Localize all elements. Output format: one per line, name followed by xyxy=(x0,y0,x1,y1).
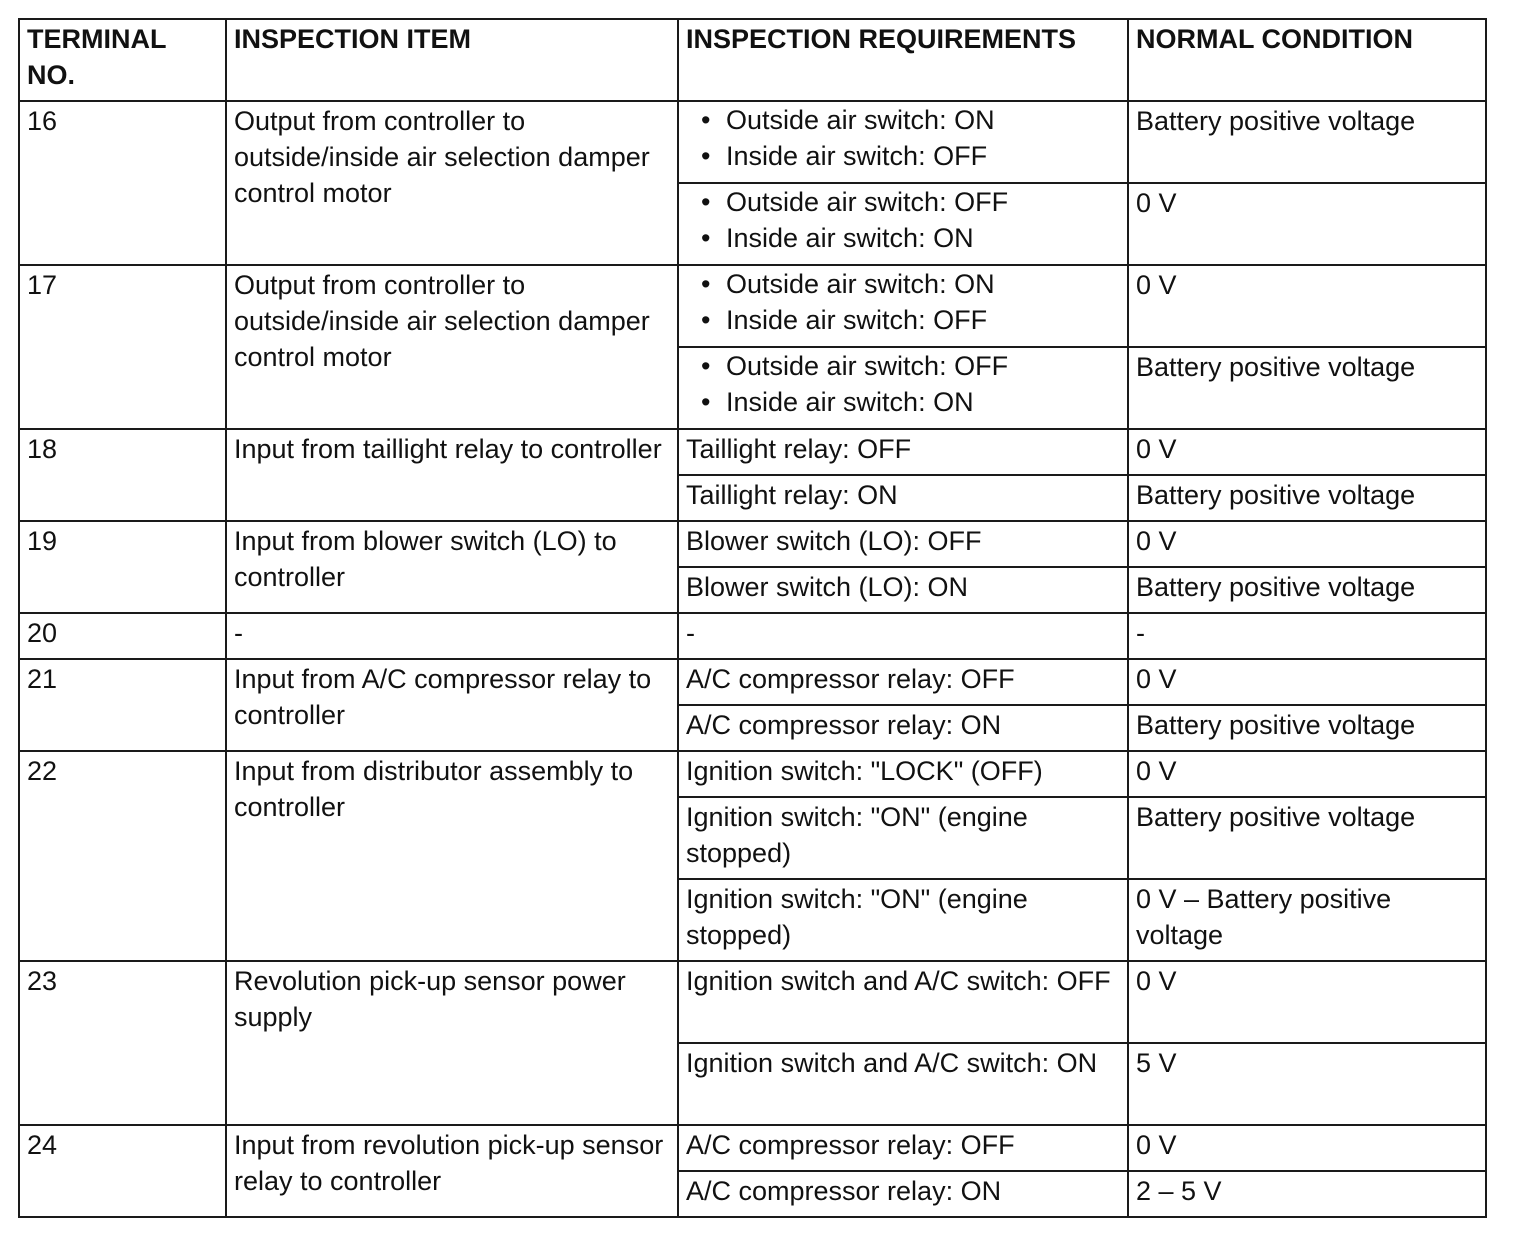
normal-condition xyxy=(1128,797,1486,879)
terminal-number-text: 23 xyxy=(27,966,58,996)
inspection-requirement xyxy=(678,521,1128,567)
table-row xyxy=(19,1125,1486,1171)
normal-condition xyxy=(1128,751,1486,797)
inspection-table xyxy=(18,18,1487,1218)
terminal-number xyxy=(19,1125,226,1217)
requirement-text: Ignition switch: "LOCK" (OFF) xyxy=(686,756,1043,786)
terminal-number-text: 24 xyxy=(27,1130,58,1160)
inspection-requirement xyxy=(678,1171,1128,1217)
requirement-text: Blower switch (LO): OFF xyxy=(686,526,982,556)
inspection-item-text: Input from blower switch (LO) to controller xyxy=(234,526,617,592)
terminal-number xyxy=(19,101,226,265)
table-row xyxy=(19,659,1486,705)
requirement-text: Blower switch (LO): ON xyxy=(686,572,969,602)
normal-condition-text: Battery positive voltage xyxy=(1136,802,1416,832)
normal-condition-text: 5 V xyxy=(1136,1048,1177,1078)
inspection-item xyxy=(226,265,678,429)
normal-condition-text: 0 V xyxy=(1136,526,1177,556)
normal-condition-text: Battery positive voltage xyxy=(1136,106,1416,136)
requirement-text: Ignition switch: "ON" (engine stopped) xyxy=(686,884,1028,950)
table-row xyxy=(19,101,1486,183)
normal-condition xyxy=(1128,521,1486,567)
normal-condition xyxy=(1128,183,1486,265)
normal-condition xyxy=(1128,1125,1486,1171)
inspection-requirement xyxy=(678,475,1128,521)
requirement-bullet-list xyxy=(686,184,1121,256)
normal-condition-text: Battery positive voltage xyxy=(1136,480,1416,510)
normal-condition xyxy=(1128,347,1486,429)
normal-condition xyxy=(1128,265,1486,347)
requirement-text: Taillight relay: ON xyxy=(686,480,898,510)
requirement-text: A/C compressor relay: OFF xyxy=(686,1130,1015,1160)
normal-condition xyxy=(1128,705,1486,751)
requirement-text: Ignition switch: "ON" (engine stopped) xyxy=(686,802,1028,868)
terminal-number xyxy=(19,961,226,1125)
inspection-requirement xyxy=(678,567,1128,613)
normal-condition-text: Battery positive voltage xyxy=(1136,572,1416,602)
requirement-bullet-list xyxy=(686,266,1121,338)
inspection-requirement xyxy=(678,659,1128,705)
inspection-item-text: Input from distributor assembly to controller xyxy=(234,756,634,822)
requirement-bullet-list xyxy=(686,348,1121,420)
inspection-requirement xyxy=(678,879,1128,961)
table-row xyxy=(19,521,1486,567)
inspection-item-text: Output from controller to outside/inside air selection damper control motor xyxy=(234,270,650,372)
inspection-requirement xyxy=(678,101,1128,183)
header-normal-condition: NORMAL CONDITION xyxy=(1128,19,1486,101)
normal-condition xyxy=(1128,101,1486,183)
requirement-text: Ignition switch and A/C switch: ON xyxy=(686,1048,1098,1078)
requirement-bullet: • Outside air switch: ON xyxy=(686,266,1121,302)
header-inspection-item: INSPECTION ITEM xyxy=(226,19,678,101)
normal-condition-text: 0 V xyxy=(1136,434,1177,464)
normal-condition-text: 0 V xyxy=(1136,664,1177,694)
normal-condition-text: 0 V xyxy=(1136,966,1177,996)
terminal-number xyxy=(19,521,226,613)
terminal-number-text: 22 xyxy=(27,756,58,786)
inspection-item-text: Input from revolution pick-up sensor relay to controller xyxy=(234,1130,664,1196)
normal-condition-text: 0 V xyxy=(1136,1130,1177,1160)
inspection-requirement xyxy=(678,613,1128,659)
requirement-bullet: • Inside air switch: ON xyxy=(686,384,1121,420)
terminal-number xyxy=(19,751,226,961)
inspection-item-text: Revolution pick-up sensor power supply xyxy=(234,966,626,1032)
inspection-requirement xyxy=(678,347,1128,429)
normal-condition-text: - xyxy=(1136,618,1145,648)
header-row xyxy=(19,19,1486,101)
requirement-bullet: • Outside air switch: ON xyxy=(686,102,1121,138)
inspection-item-text: - xyxy=(234,618,243,648)
requirement-text: - xyxy=(686,618,695,648)
inspection-item xyxy=(226,961,678,1125)
requirement-text: Ignition switch and A/C switch: OFF xyxy=(686,966,1111,996)
table-row xyxy=(19,961,1486,1043)
requirement-bullet-list xyxy=(686,102,1121,174)
inspection-item xyxy=(226,429,678,521)
header-terminal: TERMINAL NO. xyxy=(19,19,226,101)
inspection-item-text: Input from A/C compressor relay to controller xyxy=(234,664,652,730)
normal-condition-text: 2 – 5 V xyxy=(1136,1176,1222,1206)
normal-condition xyxy=(1128,613,1486,659)
normal-condition-text: Battery positive voltage xyxy=(1136,352,1416,382)
requirement-bullet: • Outside air switch: OFF xyxy=(686,184,1121,220)
normal-condition-text: 0 V xyxy=(1136,756,1177,786)
normal-condition-text: Battery positive voltage xyxy=(1136,710,1416,740)
table-body xyxy=(19,101,1486,1217)
terminal-number-text: 17 xyxy=(27,270,58,300)
normal-condition xyxy=(1128,961,1486,1043)
requirement-text: Taillight relay: OFF xyxy=(686,434,912,464)
inspection-item xyxy=(226,1125,678,1217)
terminal-number-text: 16 xyxy=(27,106,58,136)
terminal-number xyxy=(19,265,226,429)
header-inspection-requirements: INSPECTION REQUIREMENTS xyxy=(678,19,1128,101)
requirement-bullet: • Inside air switch: OFF xyxy=(686,302,1121,338)
normal-condition xyxy=(1128,475,1486,521)
inspection-requirement xyxy=(678,1043,1128,1125)
requirement-bullet: • Inside air switch: ON xyxy=(686,220,1121,256)
table-row xyxy=(19,265,1486,347)
normal-condition-text: 0 V – Battery positive voltage xyxy=(1136,884,1392,950)
normal-condition xyxy=(1128,879,1486,961)
inspection-requirement xyxy=(678,265,1128,347)
table-row xyxy=(19,751,1486,797)
terminal-number-text: 20 xyxy=(27,618,58,648)
inspection-item-text: Input from taillight relay to controller xyxy=(234,434,662,464)
terminal-number xyxy=(19,429,226,521)
table-row xyxy=(19,613,1486,659)
terminal-number-text: 18 xyxy=(27,434,58,464)
terminal-number-text: 19 xyxy=(27,526,58,556)
inspection-requirement xyxy=(678,797,1128,879)
normal-condition xyxy=(1128,429,1486,475)
inspection-item xyxy=(226,521,678,613)
inspection-requirement xyxy=(678,751,1128,797)
requirement-bullet: • Outside air switch: OFF xyxy=(686,348,1121,384)
requirement-text: A/C compressor relay: OFF xyxy=(686,664,1015,694)
normal-condition-text: 0 V xyxy=(1136,188,1177,218)
inspection-item xyxy=(226,101,678,265)
requirement-text: A/C compressor relay: ON xyxy=(686,1176,1002,1206)
inspection-requirement xyxy=(678,961,1128,1043)
normal-condition-text: 0 V xyxy=(1136,270,1177,300)
inspection-item xyxy=(226,659,678,751)
terminal-number-text: 21 xyxy=(27,664,58,694)
inspection-item-text: Output from controller to outside/inside air selection damper control motor xyxy=(234,106,650,208)
inspection-requirement xyxy=(678,705,1128,751)
table-row xyxy=(19,429,1486,475)
terminal-number xyxy=(19,613,226,659)
requirement-bullet: • Inside air switch: OFF xyxy=(686,138,1121,174)
requirement-text: A/C compressor relay: ON xyxy=(686,710,1002,740)
normal-condition xyxy=(1128,567,1486,613)
inspection-requirement xyxy=(678,429,1128,475)
inspection-requirement xyxy=(678,1125,1128,1171)
inspection-requirement xyxy=(678,183,1128,265)
normal-condition xyxy=(1128,659,1486,705)
normal-condition xyxy=(1128,1171,1486,1217)
terminal-number xyxy=(19,659,226,751)
normal-condition xyxy=(1128,1043,1486,1125)
inspection-item xyxy=(226,751,678,961)
inspection-item xyxy=(226,613,678,659)
